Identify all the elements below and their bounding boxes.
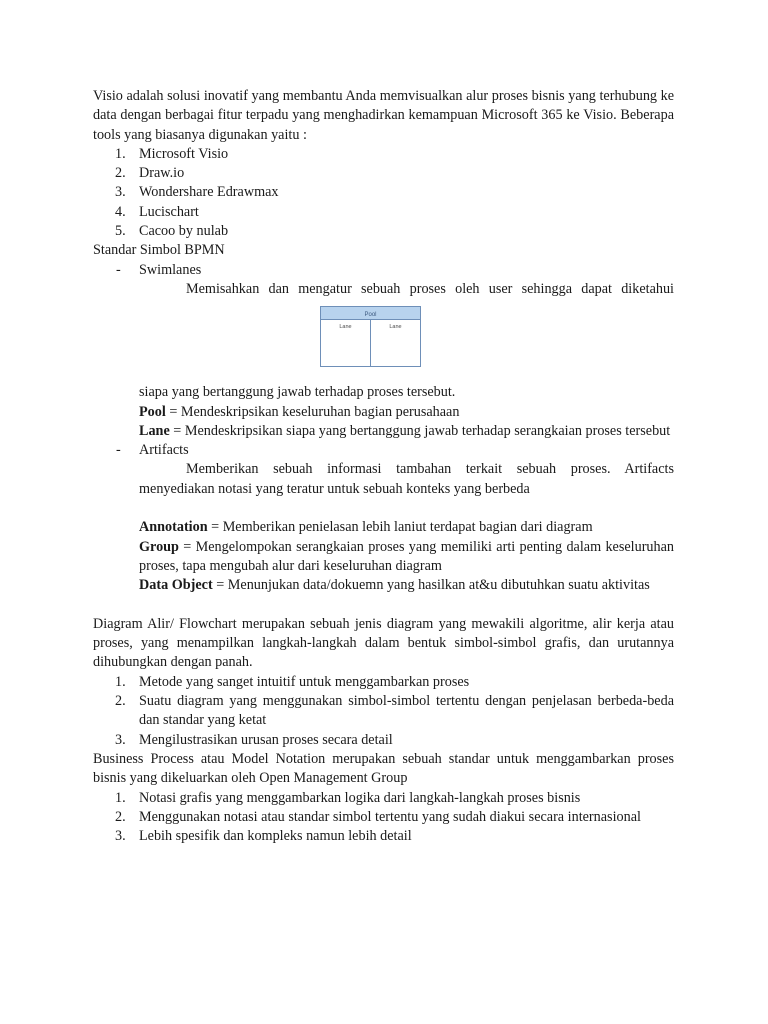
list-item: [93, 145, 674, 164]
pool-definition: [93, 403, 674, 422]
list-item: [93, 789, 674, 808]
list-number: 1.: [115, 145, 126, 162]
list-item: [93, 731, 674, 750]
list-item: [93, 827, 674, 846]
artifacts-item: [93, 441, 674, 460]
list-number: 2.: [115, 693, 126, 710]
artifacts-title: Artifacts: [139, 442, 189, 459]
swimlane-figure-area: [93, 299, 674, 383]
lane-label: Lane: [339, 324, 352, 331]
list-text: Lebih spesifik dan kompleks namun lebih detail: [139, 828, 412, 845]
bpmn-paragraph: Business Process atau Model Notation merupakan sebuah standar untuk menggambarkan proses bisnis yang dikeluarkan oleh Open Management Group: [93, 750, 674, 787]
annotation-def: = Memberikan penielasan lebih laniut terdapat bagian dari diagram: [207, 519, 593, 536]
list-number: 2.: [115, 808, 126, 825]
bpmn-heading: Standar Simbol BPMN: [93, 242, 225, 259]
list-number: 3.: [115, 184, 126, 201]
list-text: Metode yang sanget intuitif untuk menggambarkan proses: [139, 673, 470, 690]
annotation-definition: [93, 518, 674, 537]
list-text: Microsoft Visio: [139, 145, 229, 162]
list-text: Lucischart: [139, 203, 199, 220]
list-text: Wondershare Edrawmax: [139, 184, 279, 201]
flowchart-paragraph: Diagram Alir/ Flowchart merupakan sebuah jenis diagram yang mewakili algoritme, alir kerja atau proses, yang menampilkan langkah-langkah dalam bentuk simbol-simbol grafis, dan urutannya dihubungkan dengan panah.: [93, 615, 674, 671]
pool-term: Pool: [139, 403, 166, 420]
lane-label: Lane: [389, 324, 402, 331]
swimlanes-desc-line2: siapa yang bertanggung jawab terhadap proses tersebut.: [139, 384, 456, 401]
intro-paragraph: Visio adalah solusi inovatif yang membantu Anda memvisualkan alur proses bisnis yang terhubung ke data dengan berbagai fitur terpadu yang menghadirkan kemampuan Microsoft 365 ke Visio. Beberapa tools yang biasanya digunakan yaitu :: [93, 88, 674, 143]
group-def: = Mengelompokan serangkaian proses yang memiliki arti penting dalam keseluruhan proses, tapa mengubah alur dari keseluruhan diagram: [139, 538, 674, 574]
document-body: [93, 87, 674, 846]
list-text: Menggunakan notasi atau standar simbol tertentu yang sudah diakui secara internasional: [139, 808, 641, 825]
list-text: Mengilustrasikan urusan proses secara detail: [139, 731, 393, 748]
list-number: 5.: [115, 223, 126, 240]
bpmn-list: [93, 789, 674, 847]
list-item: [93, 673, 674, 692]
dash-bullet: -: [116, 261, 121, 278]
list-text: Suatu diagram yang menggunakan simbol-simbol tertentu dengan penjelasan berbeda-beda dan standar yang ketat: [139, 693, 674, 729]
pool-lane-diagram: [320, 306, 421, 367]
list-text: Cacoo by nulab: [139, 223, 229, 240]
list-item: [93, 164, 674, 183]
list-text: Draw.io: [139, 165, 185, 182]
data-object-definition: [93, 576, 674, 595]
list-number: 3.: [115, 731, 126, 748]
list-item: [93, 203, 674, 222]
tools-list: [93, 145, 674, 241]
list-number: 2.: [115, 165, 126, 182]
list-number: 1.: [115, 789, 126, 806]
flowchart-list: [93, 673, 674, 750]
swimlanes-desc-line1: Memisahkan dan mengatur sebuah proses oleh user sehingga dapat diketahui: [186, 280, 674, 297]
lane-def: = Mendeskripsikan siapa yang bertanggung jawab terhadap serangkaian proses tersebut: [169, 422, 671, 439]
data-object-term: Data Object: [139, 577, 213, 594]
dash-bullet: -: [116, 442, 121, 459]
list-item: [93, 222, 674, 241]
list-number: 1.: [115, 673, 126, 690]
lane-term: Lane: [139, 422, 170, 439]
list-item: [93, 692, 674, 731]
blank-line: [93, 499, 674, 518]
list-number: 3.: [115, 828, 126, 845]
list-item: [93, 183, 674, 202]
swimlanes-title: Swimlanes: [139, 261, 202, 278]
annotation-term: Annotation: [139, 519, 208, 536]
blank-line: [93, 596, 674, 615]
pool-label: Pool: [364, 312, 377, 319]
list-item: [93, 808, 674, 827]
group-definition: [93, 538, 674, 577]
group-term: Group: [139, 538, 179, 555]
swimlanes-item: [93, 261, 674, 280]
data-object-def: = Menunjukan data/dokuemn yang hasilkan at&u dibutuhkan suatu aktivitas: [212, 577, 650, 594]
pool-def: = Mendeskripsikan keseluruhan bagian perusahaan: [165, 403, 460, 420]
list-number: 4.: [115, 203, 126, 220]
list-text: Notasi grafis yang menggambarkan logika dari langkah-langkah proses bisnis: [139, 789, 581, 806]
lane-definition: [93, 422, 674, 441]
artifacts-desc: Memberikan sebuah informasi tambahan terkait sebuah proses. Artifacts menyediakan notasi yang teratur untuk sebuah konteks yang berbeda: [139, 461, 674, 497]
